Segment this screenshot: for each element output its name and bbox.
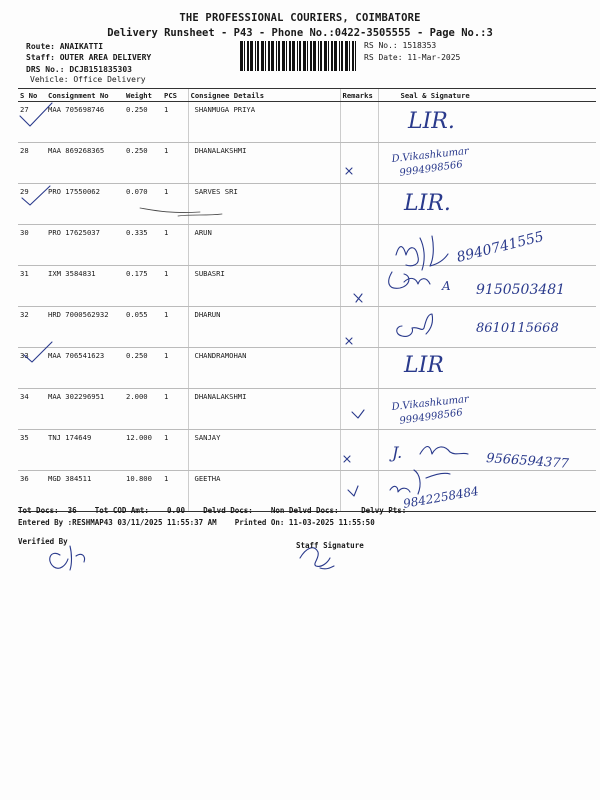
- cell-consignee: CHANDRAMOHAN: [188, 348, 340, 389]
- runsheet-subtitle: Delivery Runsheet - P43 - Phone No.:0422-3505555 - Page No.:3: [107, 27, 493, 39]
- remark-mark: [344, 456, 350, 462]
- remark-mark: [348, 486, 358, 496]
- cell-consignment: HRD 7000562932: [46, 307, 124, 348]
- tick-mark: [24, 342, 52, 362]
- handwritten-name: D.Vikashkumar: [391, 393, 470, 413]
- cell-consignee: SHANMUGA PRIYA: [188, 102, 340, 143]
- cell-sno: 28: [18, 143, 46, 184]
- handwritten-initial: J.: [392, 443, 403, 462]
- cell-consignment: IXM 3584831: [46, 266, 124, 307]
- cell-weight: 0.250: [124, 348, 162, 389]
- cell-pcs: 1: [162, 266, 188, 307]
- cell-consignee: SUBASRI: [188, 266, 340, 307]
- col-pcs: PCS: [162, 89, 188, 102]
- remark-mark: [346, 168, 352, 174]
- route-label: Route: ANAIKATTI: [26, 42, 104, 51]
- handwritten-phone: 9994998566: [398, 407, 464, 427]
- cell-pcs: 1: [162, 430, 188, 471]
- handwritten-phone: 8940741555: [455, 228, 546, 266]
- col-consignee: Consignee Details: [188, 89, 340, 102]
- staff-signature-mark: [300, 548, 334, 569]
- cell-pcs: 1: [162, 389, 188, 430]
- col-sno: S No: [18, 89, 46, 102]
- cell-weight: 0.250: [124, 143, 162, 184]
- company-title: THE PROFESSIONAL COURIERS, COIMBATORE: [179, 12, 421, 24]
- staff-signature-label: Staff Signature: [296, 541, 364, 550]
- cell-weight: 0.250: [124, 102, 162, 143]
- cell-sno: 34: [18, 389, 46, 430]
- cell-consignment: MAA 706541623: [46, 348, 124, 389]
- col-consignment: Consignment No: [46, 89, 124, 102]
- entered-by-line: Entered By :RESHMAP43 03/11/2025 11:55:37 AM Printed On: 11-03-2025 11:55:50: [18, 518, 375, 527]
- cell-sno: 35: [18, 430, 46, 471]
- cell-consignee: GEETHA: [188, 471, 340, 512]
- remark-mark: [354, 294, 362, 302]
- handwritten-phone: 9150503481: [476, 282, 566, 298]
- cell-sno: 31: [18, 266, 46, 307]
- cell-weight: 0.175: [124, 266, 162, 307]
- cell-sno: 27: [18, 102, 46, 143]
- cell-consignment: PRO 17550062: [46, 184, 124, 225]
- verified-signature: [50, 546, 85, 570]
- cell-consignee: ARUN: [188, 225, 340, 266]
- smudge-mark: [140, 208, 222, 216]
- tick-mark: [22, 186, 50, 205]
- signature-scribble: [397, 314, 433, 336]
- cell-weight: 0.055: [124, 307, 162, 348]
- col-seal-signature: Seal & Signature: [378, 89, 596, 102]
- cell-pcs: 1: [162, 143, 188, 184]
- handwritten-name: D.Vikashkumar: [391, 145, 470, 165]
- rs-date: RS Date: 11-Mar-2025: [364, 53, 461, 62]
- signature-scribble: [389, 272, 430, 288]
- tick-mark: [20, 103, 52, 126]
- cell-weight: 2.000: [124, 389, 162, 430]
- cell-consignee: SANJAY: [188, 430, 340, 471]
- handwritten-sig-letter: A: [442, 279, 451, 293]
- handwritten-lir: LIR.: [404, 191, 451, 216]
- cell-pcs: 1: [162, 184, 188, 225]
- cell-consignment: MAA 869268365: [46, 143, 124, 184]
- cell-consignee: DHANALAKSHMI: [188, 143, 340, 184]
- handwritten-lir: LIR: [404, 353, 444, 378]
- cell-weight: 0.335: [124, 225, 162, 266]
- rs-number: RS No.: 1518353: [364, 41, 437, 50]
- remark-mark: [352, 410, 364, 418]
- cell-pcs: 1: [162, 471, 188, 512]
- signature-scribble: [396, 236, 448, 270]
- handwritten-phone: 9842258484: [402, 483, 480, 511]
- handwritten-phone: 9566594377: [485, 451, 570, 472]
- handwritten-phone: 8610115668: [476, 321, 559, 336]
- cell-consignment: MGD 384511: [46, 471, 124, 512]
- drs-number: DRS No.: DCJB151835303: [26, 65, 132, 74]
- staff-label: Staff: OUTER AREA DELIVERY: [26, 53, 152, 62]
- cell-weight: 10.800: [124, 471, 162, 512]
- remark-mark: [346, 338, 352, 344]
- cell-pcs: 1: [162, 102, 188, 143]
- cell-consignment: MAA 302296951: [46, 389, 124, 430]
- col-weight: Weight: [124, 89, 162, 102]
- cell-pcs: 1: [162, 225, 188, 266]
- totals-line: Tot Docs: 36 Tot COD Amt: 0.00 Delvd Docs: Non Delvd Docs: Delvy Pts:: [18, 506, 407, 515]
- cell-sno: 30: [18, 225, 46, 266]
- cell-sno: 29: [18, 184, 46, 225]
- cell-sno: 36: [18, 471, 46, 512]
- cell-consignee: SARVES SRI: [188, 184, 340, 225]
- col-remarks: Remarks: [340, 89, 378, 102]
- cell-weight: 0.070: [124, 184, 162, 225]
- cell-consignment: PRO 17625037: [46, 225, 124, 266]
- vehicle-label: Vehicle: Office Delivery: [30, 75, 146, 84]
- verified-by-label: Verified By: [18, 537, 68, 546]
- cell-consignment: MAA 705698746: [46, 102, 124, 143]
- cell-pcs: 1: [162, 307, 188, 348]
- handwritten-phone: 9994998566: [398, 159, 464, 179]
- cell-consignee: DHARUN: [188, 307, 340, 348]
- signature-scribble: [420, 447, 468, 455]
- handwritten-lir: LIR.: [408, 109, 455, 134]
- cell-consignee: DHANALAKSHMI: [188, 389, 340, 430]
- cell-consignment: TNJ 174649: [46, 430, 124, 471]
- cell-pcs: 1: [162, 348, 188, 389]
- cell-sno: 33: [18, 348, 46, 389]
- cell-weight: 12.000: [124, 430, 162, 471]
- cell-sno: 32: [18, 307, 46, 348]
